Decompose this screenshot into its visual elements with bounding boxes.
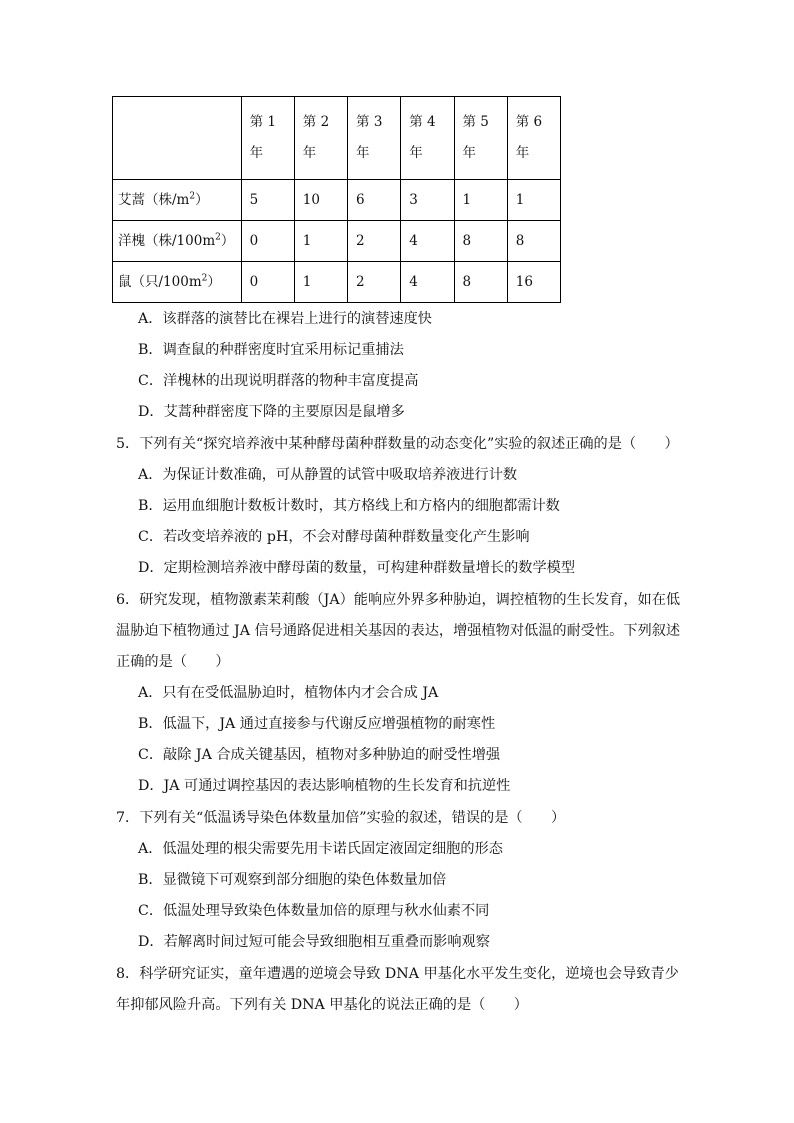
row-label-mouse: 鼠（只$/100m^2$） <box>113 262 242 303</box>
table-header-year-5: 第 5 年 <box>454 97 507 180</box>
table-cell: 10 <box>294 180 347 221</box>
q8-stem-line-2: 年抑郁风险升高。下列有关 DNA 甲基化的说法正确的是（ ） <box>116 997 528 1013</box>
table-header-year-3: 第 3 年 <box>348 97 401 180</box>
q6-option-c: C．敲除 JA 合成关键基因，植物对多种胁迫的耐受性增强 <box>138 747 501 763</box>
q4-option-c: C．洋槐林的出现说明群落的物种丰富度提高 <box>138 373 419 389</box>
q6-stem-line-2: 温胁迫下植物通过 JA 信号通路促进相关基因的表达，增强植物对低温的耐受性。下列叙述 <box>116 623 681 639</box>
row-label-artemisia: 艾蒿（株$/m^2$） <box>113 180 242 221</box>
table-row <box>113 221 561 262</box>
table-cell: 8 <box>454 262 507 303</box>
q5-option-c: C．若改变培养液的 pH，不会对酵母菌种群数量变化产生影响 <box>138 529 530 545</box>
table-header-year-1: 第 1 年 <box>241 97 294 180</box>
q4-option-b: B．调查鼠的种群密度时宜采用标记重捕法 <box>138 342 404 358</box>
table-cell: 6 <box>348 180 401 221</box>
table-header-year-4: 第 4 年 <box>401 97 454 180</box>
q5-option-b: B．运用血细胞计数板计数时，其方格线上和方格内的细胞都需计数 <box>138 498 560 514</box>
q4-option-a: A．该群落的演替比在裸岩上进行的演替速度快 <box>138 311 432 327</box>
table-cell: 1 <box>294 221 347 262</box>
q8-stem-line-1: 8．科学研究证实，童年遭遇的逆境会导致 DNA 甲基化水平发生变化，逆境也会导致青少 <box>116 966 679 982</box>
table-row <box>113 262 561 303</box>
table-cell: 1 <box>454 180 507 221</box>
table-cell: 8 <box>454 221 507 262</box>
q5-option-d: D．定期检测培养液中酵母菌的数量，可构建种群数量增长的数学模型 <box>138 560 576 576</box>
q6-option-b: B．低温下，JA 通过直接参与代谢反应增强植物的耐寒性 <box>138 716 496 732</box>
table-cell: 5 <box>241 180 294 221</box>
table-cell: 1 <box>507 180 560 221</box>
q6-option-a: A．只有在受低温胁迫时，植物体内才会合成 JA <box>138 685 439 701</box>
q4-option-d: D．艾蒿种群密度下降的主要原因是鼠增多 <box>138 404 405 420</box>
q7-stem: 7．下列有关“低温诱导染色体数量加倍”实验的叙述，错误的是（ ） <box>116 810 566 826</box>
table-cell: 2 <box>348 221 401 262</box>
table-cell: 3 <box>401 180 454 221</box>
q7-option-c: C．低温处理导致染色体数量加倍的原理与秋水仙素不同 <box>138 903 490 919</box>
q7-option-b: B．显微镜下可观察到部分细胞的染色体数量加倍 <box>138 872 447 888</box>
table-header-row <box>113 97 561 180</box>
population-data-table <box>112 96 561 303</box>
table-corner-cell <box>113 97 242 180</box>
q6-stem-line-3: 正确的是（ ） <box>116 654 230 670</box>
row-label-robinia: 洋槐（株$/100m^2$） <box>113 221 242 262</box>
table-header-year-2: 第 2 年 <box>294 97 347 180</box>
q5-stem: 5．下列有关“探究培养液中某种酵母菌种群数量的动态变化”实验的叙述正确的是（ ） <box>116 436 679 452</box>
table-cell: 16 <box>507 262 560 303</box>
table-header-year-6: 第 6 年 <box>507 97 560 180</box>
table-cell: 0 <box>241 262 294 303</box>
table-cell: 2 <box>348 262 401 303</box>
table-cell: 0 <box>241 221 294 262</box>
table-cell: 1 <box>294 262 347 303</box>
table-row <box>113 180 561 221</box>
table-cell: 4 <box>401 262 454 303</box>
table-cell: 8 <box>507 221 560 262</box>
q7-option-a: A．低温处理的根尖需要先用卡诺氏固定液固定细胞的形态 <box>138 841 503 857</box>
q6-option-d: D．JA 可通过调控基因的表达影响植物的生长发育和抗逆性 <box>138 778 511 794</box>
table-cell: 4 <box>401 221 454 262</box>
q7-option-d: D．若解离时间过短可能会导致细胞相互重叠而影响观察 <box>138 934 490 950</box>
q6-stem-line-1: 6．研究发现，植物激素茉莉酸（JA）能响应外界多种胁迫，调控植物的生长发育，如在低 <box>116 592 681 608</box>
q5-option-a: A．为保证计数准确，可从静置的试管中吸取培养液进行计数 <box>138 467 518 483</box>
